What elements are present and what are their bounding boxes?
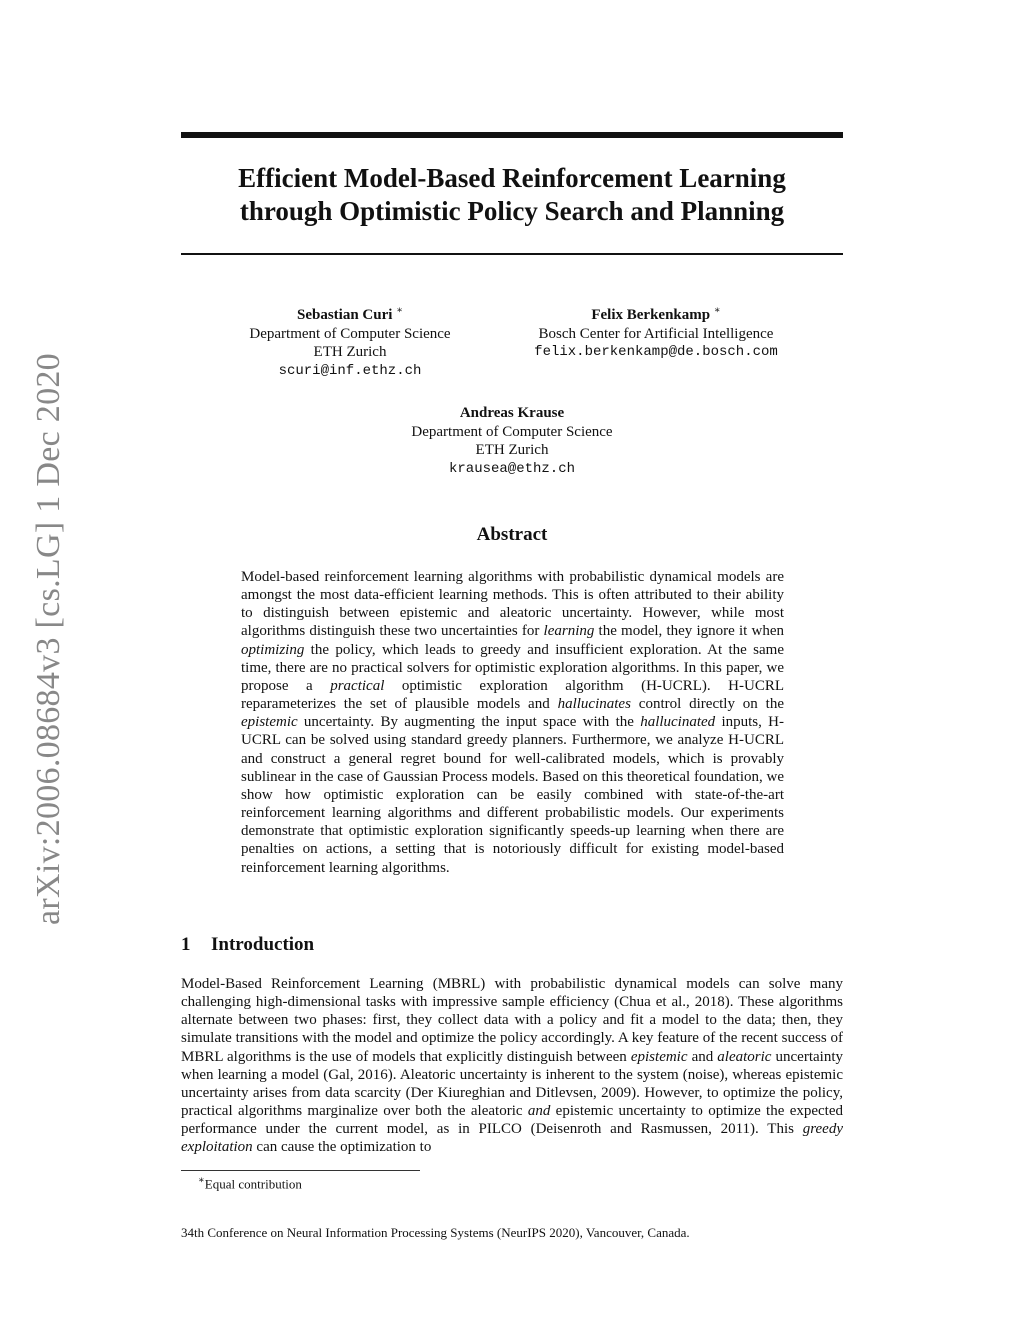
author-institution: ETH Zurich [313, 344, 387, 360]
author-email: scuri@inf.ethz.ch [278, 362, 422, 379]
title-bottom-rule [181, 253, 843, 255]
arxiv-identifier: arXiv:2006.08684v3 [cs.LG] 1 Dec 2020 [30, 353, 67, 925]
abstract-heading: Abstract [476, 524, 548, 545]
author-email: felix.berkenkamp@de.bosch.com [534, 344, 778, 360]
author-block-1 [200, 302, 500, 380]
title-top-rule [181, 132, 843, 138]
title-line-2: through Optimistic Policy Search and Planning [239, 196, 785, 226]
footnote [198, 1175, 302, 1192]
section-heading [181, 934, 314, 956]
paper-title [181, 162, 843, 228]
footnote-marker: ∗ [713, 305, 721, 316]
author-affiliation: Department of Computer Science [411, 423, 613, 440]
author-email: krausea@ethz.ch [448, 460, 576, 477]
section-title: Introduction [211, 934, 315, 955]
footnote-marker: ∗ [198, 1175, 205, 1186]
title-line-1: Efficient Model-Based Reinforcement Learning [238, 163, 786, 193]
author-institution: ETH Zurich [475, 442, 549, 458]
author-affiliation: Department of Computer Science [249, 325, 451, 342]
author-name: Andreas Krause [459, 405, 565, 421]
footnote-rule [181, 1170, 420, 1171]
footnote-text: Equal contribution [204, 1176, 302, 1192]
author-block-2 [500, 302, 812, 362]
footnote-marker: ∗ [396, 305, 403, 316]
author-name: Felix Berkenkamp ∗ [591, 305, 721, 323]
author-name: Sebastian Curi ∗ [297, 305, 403, 323]
author-block-3 [362, 404, 662, 478]
conference-note: 34th Conference on Neural Information Processing Systems (NeurIPS 2020), Vancouver, Canada. [181, 1225, 690, 1240]
author-affiliation: Bosch Center for Artificial Intelligence [538, 325, 774, 342]
abstract-text: Model-based reinforcement learning algorithms with probabilistic dynamical models are amongst the most data-efficient learning methods. This is often attributed to their ability to distinguish between epistemic and aleatoric uncertainty. However, while most algorithms distinguish these two uncertainties for learning the model, they ignore it when optimizing the policy, which leads to greedy and insufficient exploration. At the same time, there are no practical solvers for optimistic exploration algorithms. In this paper, we propose a practical optimistic exploration algorithm (H-UCRL). H-UCRL reparameterizes the set of plausible models and hallucinates control directly on the epistemic uncertainty. By augmenting the input space with the hallucinated inputs, H-UCRL can be solved using standard greedy planners. Furthermore, we analyze H-UCRL and construct a general regret bound for well-calibrated models, which is provably sublinear in the case of Gaussian Process models. Based on this theoretical foundation, we show how optimistic exploration can be easily combined with state-of-the-art reinforcement learning algorithms and different probabilistic models. Our experiments demonstrate that optimistic exploration significantly speeds-up learning when there are penalties on actions, a setting that is notoriously difficult for existing model-based reinforcement learning algorithms. [241, 569, 785, 876]
introduction-text: Model-Based Reinforcement Learning (MBRL) with probabilistic dynamical models can solve many challenging high-dimensional tasks with impressive sample efficiency (Chua et al., 2018). These algorithms alternate between two phases: first, they collect data with a policy and fit a model to the data; then, they simulate transitions with the model and optimize the policy accordingly. A key feature of the recent success of MBRL algorithms is the use of models that explicitly distinguish between epistemic and aleatoric uncertainty when learning a model (Gal, 2016). Aleatoric uncertainty is inherent to the system (noise), whereas epistemic uncertainty arises from data scarcity (Der Kiureghian and Ditlevsen, 2009). However, to optimize the policy, practical algorithms marginalize over both the aleatoric and epistemic uncertainty to optimize the expected performance under the current model, as in PILCO (Deisenroth and Rasmussen, 2011). This greedy exploitation can cause the optimization to [181, 976, 843, 1156]
section-number: 1 [181, 934, 191, 955]
